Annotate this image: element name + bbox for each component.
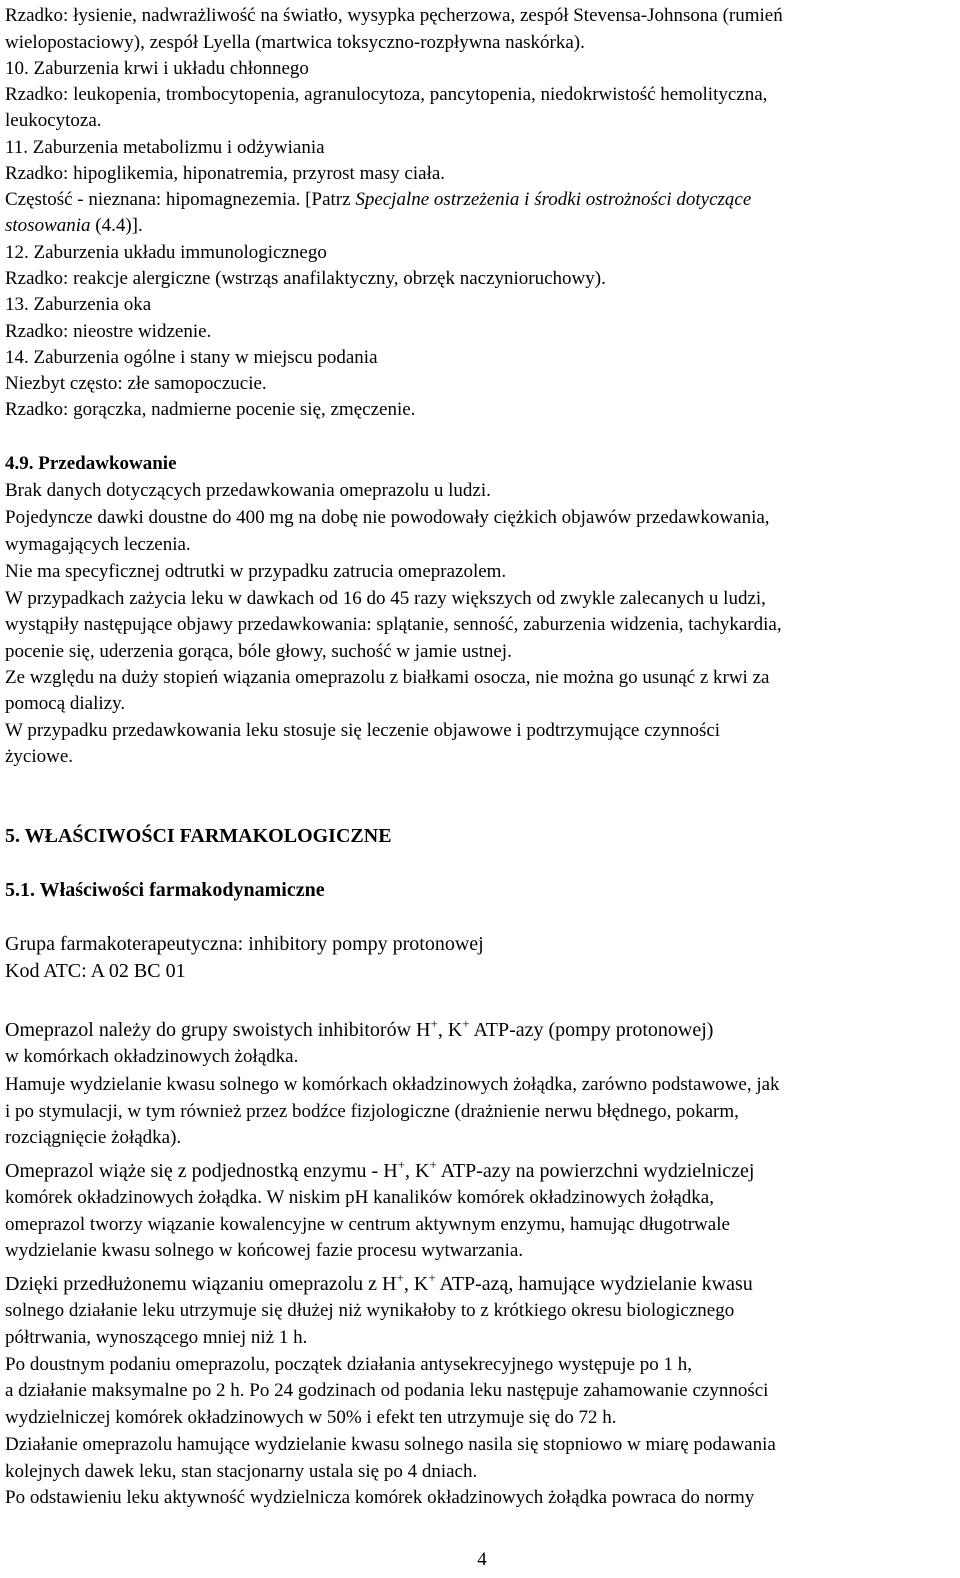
text-line: Pojedyncze dawki doustne do 400 mg na dobę nie powodowały ciężkich objawów przedawkowania,: [5, 507, 770, 528]
text-line: [5, 1158, 754, 1184]
text-line: wystąpiły następujące objawy przedawkowania: splątanie, senność, zaburzenia widzenia, tachykardia,: [5, 614, 782, 635]
text-line: Grupa farmakoterapeutyczna: inhibitory pompy protonowej: [5, 933, 484, 955]
text-line: kolejnych dawek leku, stan stacjonarny ustala się po 4 dniach.: [5, 1461, 478, 1482]
text-line: leukocytoza.: [5, 110, 102, 131]
text-line: W przypadku przedawkowania leku stosuje się leczenie objawowe i podtrzymujące czynności: [5, 720, 721, 741]
text-span: Omeprazol wiąże się z podjednostką enzymu - H: [5, 1160, 398, 1182]
section-heading: 5.1. Właściwości farmakodynamiczne: [5, 879, 325, 901]
text-span: Dzięki przedłużonemu wiązaniu omeprazolu z H: [5, 1273, 397, 1295]
text-line: półtrwania, wynoszącego mniej niż 1 h.: [5, 1327, 308, 1348]
text-span: , K: [403, 1273, 429, 1295]
superscript-plus: +: [396, 1270, 404, 1285]
text-line: komórek okładzinowych żołądka. W niskim pH kanalików komórek okładzinowych żołądka,: [5, 1187, 714, 1208]
text-line: [5, 1017, 713, 1043]
text-line: Ze względu na duży stopień wiązania omeprazolu z białkami osocza, nie można go usunąć z krwi za: [5, 667, 770, 688]
text-line: i po stymulacji, w tym również przez bodźce fizjologiczne (drażnienie nerwu błędnego, pokarm,: [5, 1101, 739, 1122]
chapter-heading: 5. WŁAŚCIWOŚCI FARMAKOLOGICZNE: [5, 825, 392, 847]
text-line: pomocą dializy.: [5, 693, 126, 714]
text-span: , K: [404, 1160, 430, 1182]
section-heading: 4.9. Przedawkowanie: [5, 453, 177, 474]
text-line: Po doustnym podaniu omeprazolu, początek działania antysekrecyjnego występuje po 1 h,: [5, 1354, 692, 1375]
text-line: W przypadkach zażycia leku w dawkach od 16 do 45 razy większych od zwykle zalecanych u ludzi,: [5, 588, 766, 609]
superscript-plus: +: [462, 1016, 470, 1031]
text-line: Rzadko: nieostre widzenie.: [5, 321, 212, 342]
superscript-plus: +: [430, 1016, 438, 1031]
superscript-plus: +: [429, 1157, 437, 1172]
text-line: Kod ATC: A 02 BC 01: [5, 960, 186, 982]
text-line: wielopostaciowy), zespół Lyella (martwica toksyczno-rozpływna naskórka).: [5, 32, 585, 53]
text-line: wymagających leczenia.: [5, 534, 191, 555]
subsection-heading: 13. Zaburzenia oka: [5, 294, 152, 315]
text-span: , K: [437, 1019, 463, 1041]
subsection-heading: 11. Zaburzenia metabolizmu i odżywiania: [5, 137, 325, 158]
cross-reference-italic: Specjalne ostrzeżenia i środki ostrożności dotyczące: [355, 189, 752, 210]
text-line: a działanie maksymalne po 2 h. Po 24 godzinach od podania leku następuje zahamowanie czynności: [5, 1380, 769, 1401]
text-line: wydzielanie kwasu solnego w końcowej fazie procesu wytwarzania.: [5, 1240, 524, 1261]
text-line: Rzadko: gorączka, nadmierne pocenie się, zmęczenie.: [5, 399, 416, 420]
text-line: życiowe.: [5, 746, 74, 767]
text-line: Nie ma specyficznej odtrutki w przypadku zatrucia omeprazolem.: [5, 561, 507, 582]
text-line: [5, 213, 143, 239]
subsection-heading: 12. Zaburzenia układu immunologicznego: [5, 242, 327, 263]
text-span: ATP-azą, hamujące wydzielanie kwasu: [435, 1273, 753, 1295]
text-line: [5, 187, 751, 213]
subsection-heading: 14. Zaburzenia ogólne i stany w miejscu podania: [5, 347, 378, 368]
text-line: omeprazol tworzy wiązanie kowalencyjne w centrum aktywnym enzymu, hamując długotrwale: [5, 1214, 730, 1235]
text-line: solnego działanie leku utrzymuje się dłużej niż wynikałoby to z krótkiego okresu biologicznego: [5, 1300, 735, 1321]
text-span: (4.4)].: [90, 215, 143, 236]
cross-reference-italic: stosowania: [5, 215, 91, 236]
text-line: Rzadko: leukopenia, trombocytopenia, agranulocytoza, pancytopenia, niedokrwistość hemolityczna,: [5, 84, 768, 105]
text-line: Rzadko: reakcje alergiczne (wstrząs anafilaktyczny, obrzęk naczynioruchowy).: [5, 268, 606, 289]
text-line: pocenie się, uderzenia gorąca, bóle głowy, suchość w jamie ustnej.: [5, 641, 512, 662]
text-line: Rzadko: hipoglikemia, hiponatremia, przyrost masy ciała.: [5, 163, 446, 184]
text-line: Po odstawieniu leku aktywność wydzielnicza komórek okładzinowych żołądka powraca do normy: [5, 1487, 755, 1508]
text-line: [5, 1271, 753, 1297]
text-line: Hamuje wydzielanie kwasu solnego w komórkach okładzinowych żołądka, zarówno podstawowe, jak: [5, 1074, 780, 1095]
text-line: Działanie omeprazolu hamujące wydzielanie kwasu solnego nasila się stopniowo w miarę podawania: [5, 1434, 776, 1455]
superscript-plus: +: [397, 1157, 405, 1172]
page-number: 4: [477, 1549, 487, 1570]
text-span: ATP-azy na powierzchni wydzielniczej: [436, 1160, 755, 1182]
text-span: Omeprazol należy do grupy swoistych inhibitorów H: [5, 1019, 431, 1041]
text-line: Rzadko: łysienie, nadwrażliwość na światło, wysypka pęcherzowa, zespół Stevensa-Johnsona (rumień: [5, 5, 783, 26]
subsection-heading: 10. Zaburzenia krwi i układu chłonnego: [5, 58, 309, 79]
text-line: w komórkach okładzinowych żołądka.: [5, 1046, 299, 1067]
text-line: wydzielniczej komórek okładzinowych w 50% i efekt ten utrzymuje się do 72 h.: [5, 1407, 617, 1428]
text-line: rozciągnięcie żołądka).: [5, 1127, 182, 1148]
superscript-plus: +: [428, 1270, 436, 1285]
text-span: Częstość - nieznana: hipomagnezemia. [Patrz: [5, 189, 356, 210]
text-line: Niezbyt często: złe samopoczucie.: [5, 373, 267, 394]
text-span: ATP-azy (pompy protonowej): [469, 1019, 714, 1041]
text-line: Brak danych dotyczących przedawkowania omeprazolu u ludzi.: [5, 480, 491, 501]
